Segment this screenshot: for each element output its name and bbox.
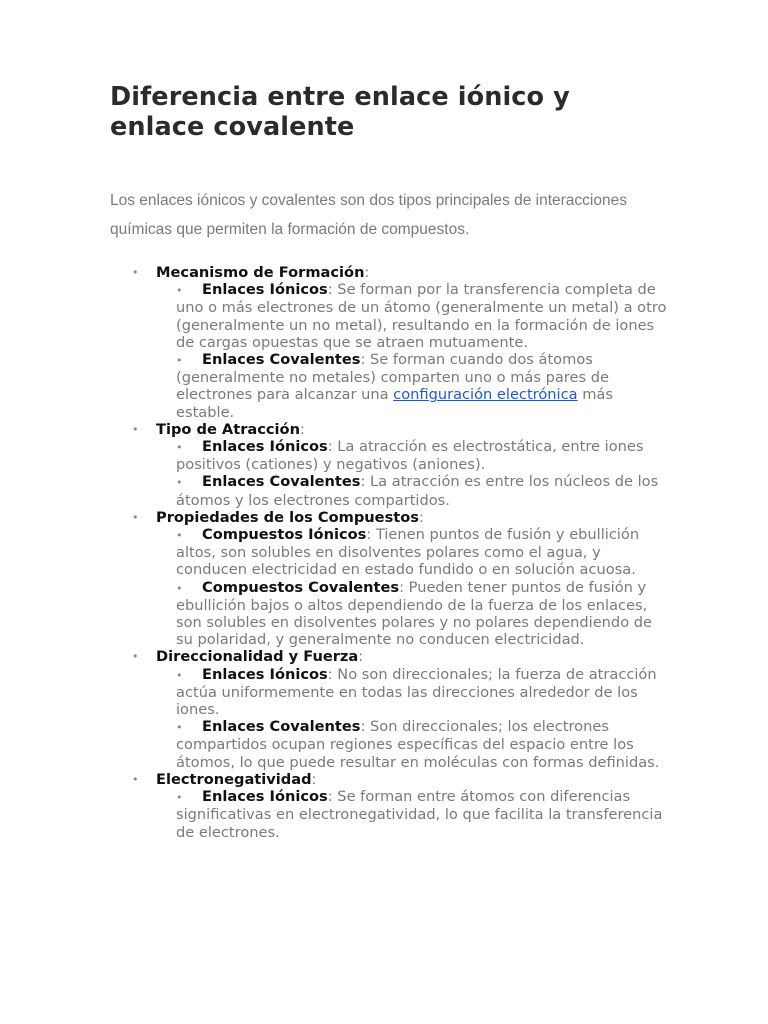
- item-text: : La atracción es entre los núcleos de los átomos y los electrones compartidos.: [176, 473, 659, 509]
- item-text: : No son direccionales; la fuerza de atracción actúa uniformemente en todas las direcciones alrededor de los iones.: [176, 665, 657, 719]
- section-colon: :: [311, 770, 317, 788]
- sub-list: [156, 666, 670, 771]
- sub-list: [156, 526, 670, 648]
- bullet-icon: •: [132, 650, 139, 664]
- list-item-section: [132, 770, 670, 841]
- item-text: : Se forman entre átomos con diferencias significativas en electronegatividad, lo que facilita la transferencia de electrones.: [176, 788, 663, 841]
- bullet-icon: •: [132, 772, 139, 786]
- section-term: Electronegatividad: [156, 770, 312, 788]
- section-term: Direccionalidad y Fuerza: [156, 648, 359, 666]
- item-text: : Pueden tener puntos de fusión y ebullición bajos o altos dependiendo de la fuerza de los enlaces, son solubles en disolventes polares y no polares dependiendo de su polaridad, y generalmente no conducen electricidad.: [176, 578, 652, 649]
- item-term: Enlaces Covalentes: [202, 351, 361, 369]
- item-text: : Se forman por la transferencia completa de uno o más electrones de un átomo (generalmente un metal) a otro (generalmente un no metal), resultando en la formación de iones de cargas opuestas que se atraen mutuamente.: [176, 281, 667, 351]
- item-term: Enlaces Iónicos: [202, 438, 328, 456]
- section-term: Tipo de Atracción: [156, 420, 300, 438]
- list-item: • Enlaces Iónicos: No son direccionales; la fuerza de atracción actúa uniformemente en todas las direcciones alrededor de los iones.: [176, 665, 657, 719]
- list-item-section: [132, 420, 670, 509]
- item-term: Enlaces Covalentes: [202, 718, 361, 736]
- document-page: [110, 82, 670, 841]
- item-term: Enlaces Iónicos: [202, 665, 328, 683]
- item-term: Enlaces Covalentes: [202, 473, 361, 491]
- bullet-icon: •: [132, 510, 139, 524]
- section-colon: :: [299, 420, 305, 438]
- comparison-list: [110, 264, 670, 841]
- page-title: Diferencia entre enlace iónico y enlace covalente: [110, 82, 570, 142]
- list-item: • Enlaces Iónicos: La atracción es electrostática, entre iones positivos (cationes) y negativos (aniones).: [176, 438, 644, 474]
- intro-paragraph: Los enlaces iónicos y covalentes son dos tipos principales de interacciones químicas que permiten la formación de compuestos.: [110, 192, 627, 238]
- list-item: • Compuestos Covalentes: Pueden tener puntos de fusión y ebullición bajos o altos dependiendo de la fuerza de los enlaces, son solubles en disolventes polares y no polares dependiendo de su polaridad, y generalmente no conducen electricidad.: [176, 578, 652, 649]
- list-item-section: [132, 508, 670, 649]
- item-text: : Tienen puntos de fusión y ebullición altos, son solubles en disolventes polares como el agua, y conducen electricidad en estado fundido o en solución acuosa.: [176, 526, 640, 579]
- section-colon: :: [418, 508, 424, 526]
- sub-list: [156, 281, 670, 421]
- bullet-icon: •: [132, 266, 139, 279]
- item-text-after: más estable.: [176, 386, 613, 421]
- list-item: • Enlaces Covalentes: Son direccionales; los electrones compartidos ocupan regiones específicas del espacio entre los átomos, lo que puede resultar en moléculas con formas definidas.: [176, 718, 660, 771]
- item-term: Compuestos Iónicos: [202, 526, 367, 544]
- list-item-section: [132, 648, 670, 771]
- section-term: Propiedades de los Compuestos: [156, 508, 419, 526]
- section-colon: :: [358, 648, 364, 666]
- sub-list: [156, 438, 670, 509]
- section-colon: :: [364, 264, 370, 281]
- list-item-section: [132, 264, 670, 421]
- list-item: • Compuestos Iónicos: Tienen puntos de fusión y ebullición altos, son solubles en disolventes polares como el agua, y conducen electricidad en estado fundido o en solución acuosa.: [176, 526, 640, 579]
- list-item: • Enlaces Iónicos: Se forman por la transferencia completa de uno o más electrones de un átomo (generalmente un metal) a otro (generalmente un no metal), resultando en la formación de iones de cargas opuestas que se atraen mutuamente.: [176, 281, 667, 351]
- list-item: • Enlaces Covalentes: Se forman cuando dos átomos (generalmente no metales) comparten uno o más pares de electrones para alcanzar una configuración electrónica más estable.: [176, 351, 613, 421]
- item-term: Enlaces Iónicos: [202, 281, 328, 299]
- item-text: : Son direccionales; los electrones compartidos ocupan regiones específicas del espacio entre los átomos, lo que puede resultar en moléculas con formas definidas.: [176, 718, 660, 771]
- list-item: • Enlaces Covalentes: La atracción es entre los núcleos de los átomos y los electrones compartidos.: [176, 473, 659, 509]
- section-term: Mecanismo de Formación: [156, 264, 365, 281]
- sub-list: [156, 788, 670, 841]
- item-term: Enlaces Iónicos: [202, 788, 328, 806]
- item-text: : La atracción es electrostática, entre iones positivos (cationes) y negativos (aniones).: [176, 438, 644, 474]
- item-text: : Se forman cuando dos átomos (generalmente no metales) comparten uno o más pares de electrones para alcanzar una: [176, 351, 609, 404]
- bullet-icon: •: [132, 422, 139, 436]
- item-term: Compuestos Covalentes: [202, 578, 400, 596]
- configuracion-electronica-link[interactable]: configuración electrónica: [393, 386, 578, 404]
- list-item: • Enlaces Iónicos: Se forman entre átomos con diferencias significativas en electronegatividad, lo que facilita la transferencia de electrones.: [176, 788, 663, 841]
